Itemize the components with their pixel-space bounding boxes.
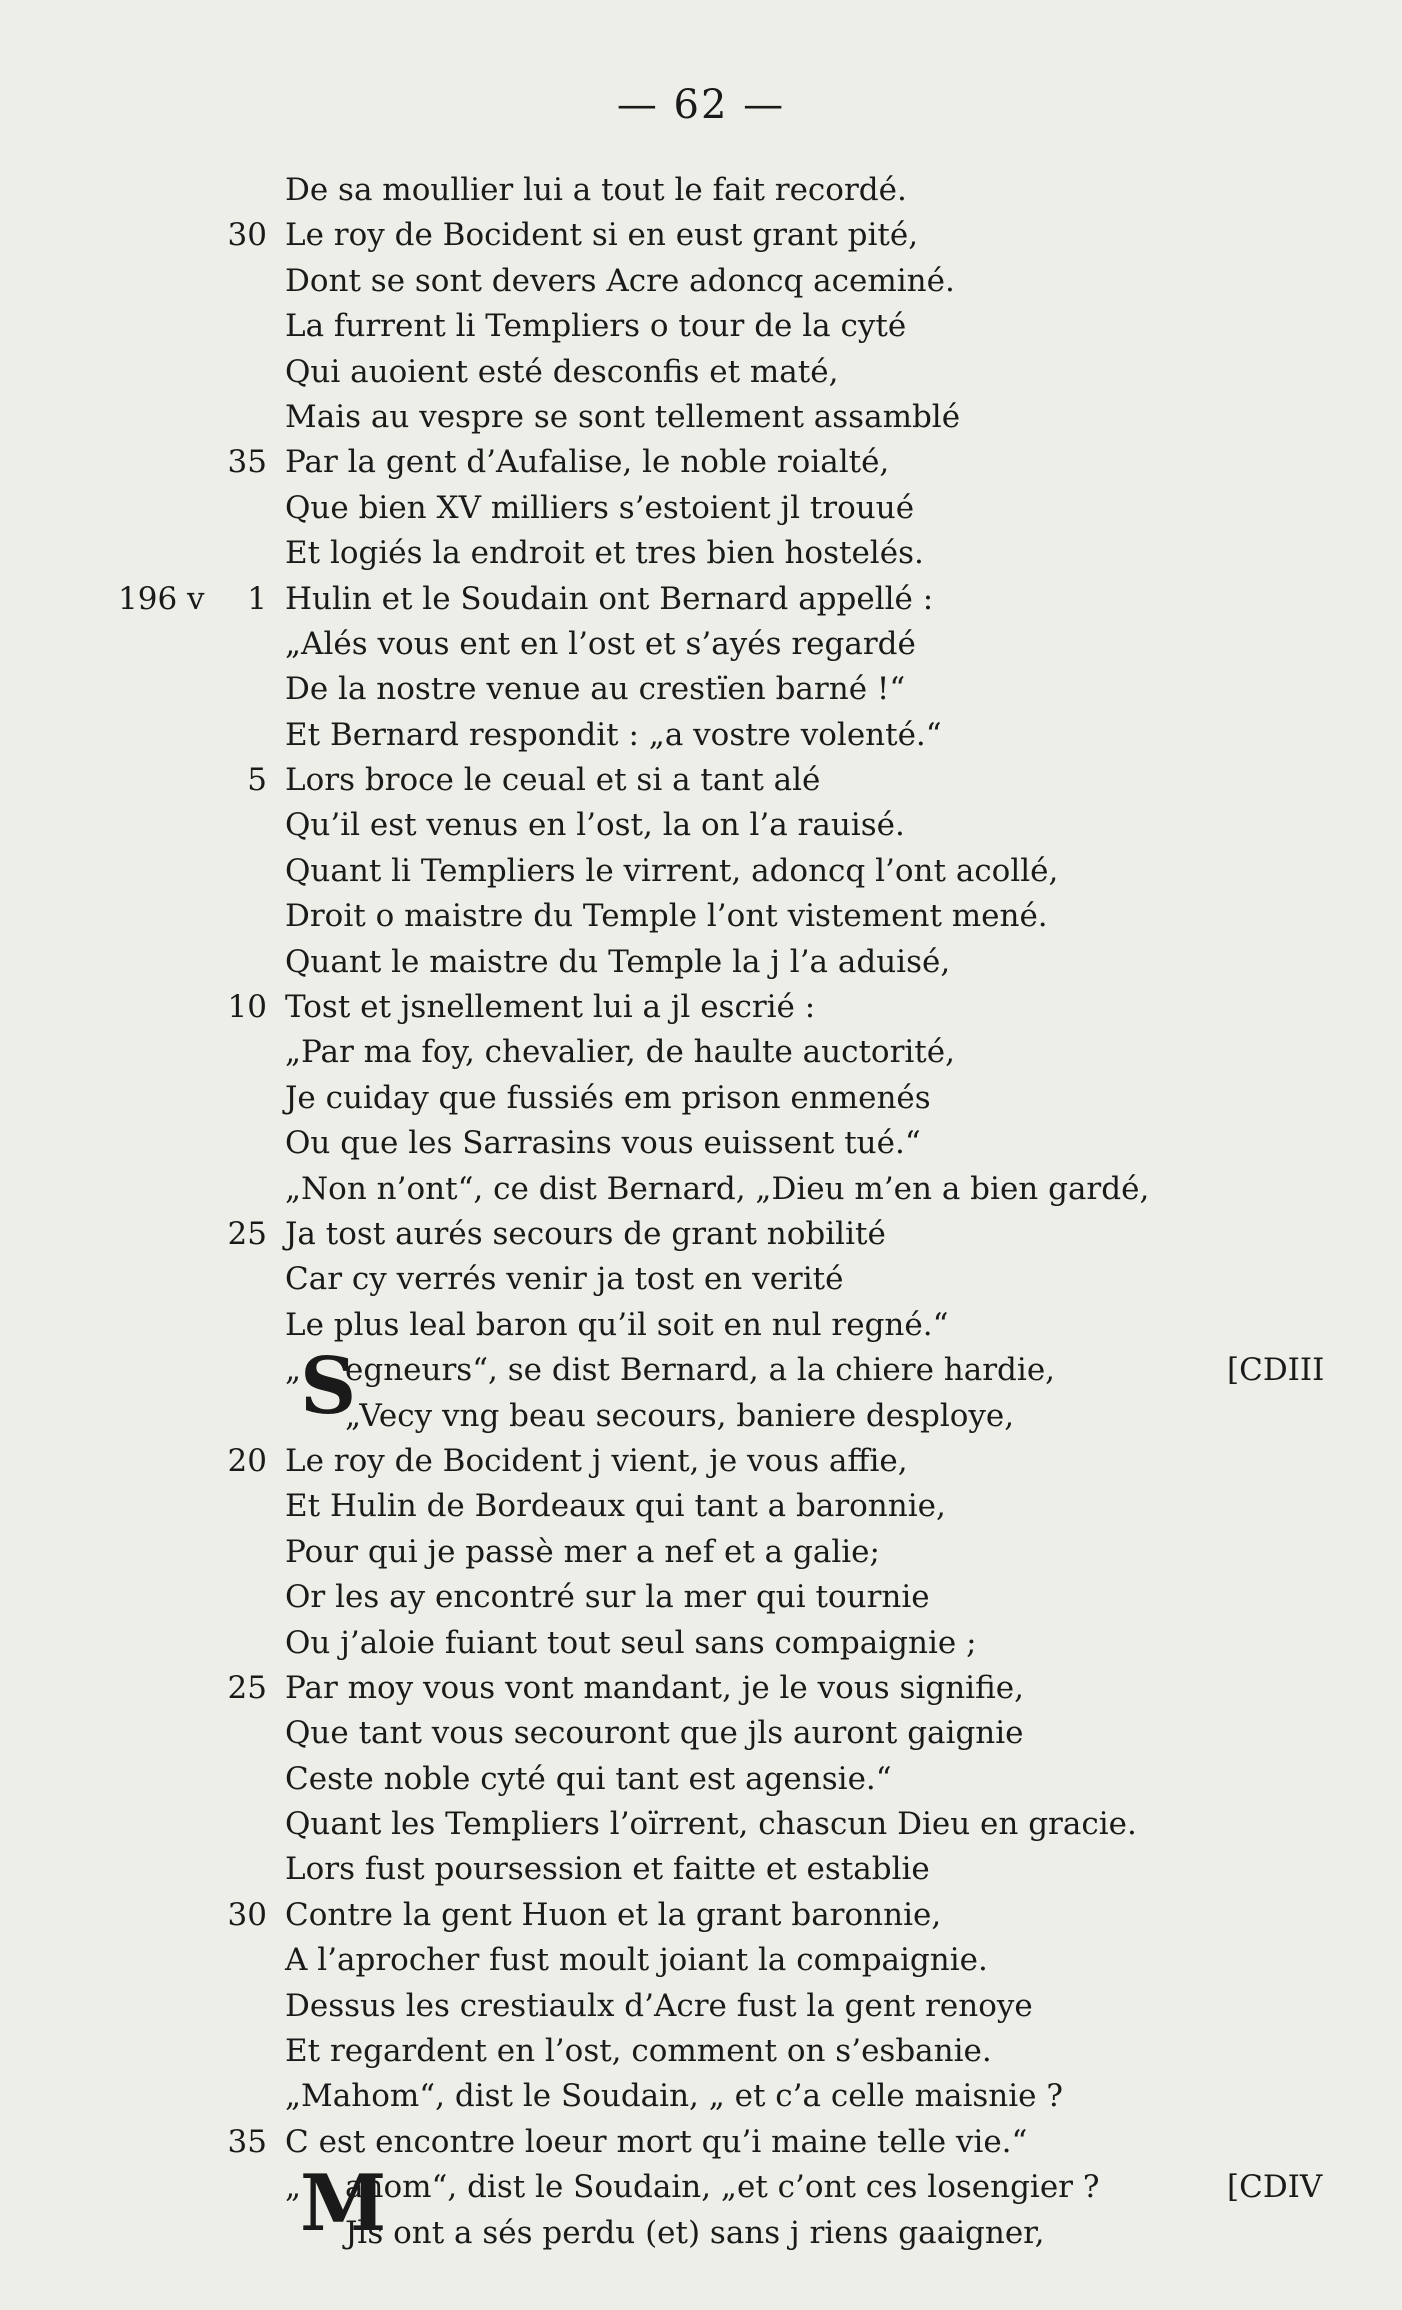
verse-line — [0, 1167, 1402, 1212]
verse-line — [0, 2211, 1402, 2256]
verse-line — [0, 440, 1402, 485]
verse-text: De la nostre venue au crestïen barné !“ — [285, 671, 906, 708]
page-number: — 62 — — [616, 82, 786, 128]
verse-line — [0, 1666, 1402, 1711]
verse-text: „Mahom“, dist le Soudain, „ et c’a celle maisnie ? — [285, 2078, 1063, 2115]
verse-line — [0, 213, 1402, 258]
verse-line — [0, 486, 1402, 531]
verse-text: Tost et jsnellement lui a jl escrié : — [285, 989, 816, 1026]
verse-text: Quant le maistre du Temple la j l’a aduisé, — [285, 943, 951, 980]
verse-line — [0, 803, 1402, 848]
line-number: 25 — [227, 1669, 267, 1706]
verse-text: „Par ma foy, chevalier, de haulte auctorité, — [285, 1034, 955, 1071]
verse-line — [0, 1076, 1402, 1121]
verse-line — [0, 350, 1402, 395]
verse-line — [0, 1212, 1402, 1257]
verse-line — [0, 395, 1402, 440]
verse-text: Par la gent d’Aufalise, le noble roialté, — [285, 444, 890, 481]
line-number: 1 — [247, 580, 267, 617]
verse-line — [0, 1893, 1402, 1938]
verse-line — [0, 531, 1402, 576]
verse-line — [0, 1575, 1402, 1620]
line-number: 25 — [227, 1215, 267, 1252]
verse-text: Et regardent en l’ost, comment on s’esbanie. — [285, 2033, 992, 2070]
verse-line — [0, 2029, 1402, 2074]
verse-text: Le plus leal baron qu’il soit en nul regné.“ — [285, 1306, 949, 1343]
verse-text: De sa moullier lui a tout le fait recordé. — [285, 172, 907, 208]
verse-line — [0, 713, 1402, 758]
verse-text: Et Bernard respondit : „a vostre volenté.“ — [285, 716, 942, 753]
verse-line — [0, 1439, 1402, 1484]
verse-text: „Non n’ont“, ce dist Bernard, „Dieu m’en a bien gardé, — [285, 1170, 1150, 1207]
verse-text: Le roy de Bocident si en eust grant pité, — [285, 217, 919, 254]
verse-line — [0, 1847, 1402, 1892]
verse-line — [0, 1394, 1402, 1439]
verse-line — [0, 2120, 1402, 2165]
line-number: 30 — [227, 1896, 267, 1933]
verse-text: Par moy vous vont mandant, je le vous signifie, — [285, 1669, 1024, 1706]
verse-line — [0, 1757, 1402, 1802]
verse-line — [0, 758, 1402, 803]
drop-capital: M — [300, 2158, 387, 2250]
verse-text: Ceste noble cyté qui tant est agensie.“ — [285, 1760, 892, 1797]
verse-text: ahom“, dist le Soudain, „et c’ont ces losengier ? — [345, 2169, 1100, 2206]
verse-line — [0, 1121, 1402, 1166]
line-number: 5 — [247, 762, 267, 799]
verse-line — [0, 667, 1402, 712]
verse-line — [0, 259, 1402, 304]
verse-line — [0, 168, 1402, 213]
verse-text: Jls ont a sés perdu (et) sans j riens gaaigner, — [345, 2214, 1045, 2251]
verse-line — [0, 1621, 1402, 1666]
verse-line — [0, 577, 1402, 622]
verse-text: Quant li Templiers le virrent, adoncq l’ont acollé, — [285, 852, 1059, 889]
verse-text: Pour qui je passè mer a nef et a galie; — [285, 1533, 880, 1570]
verse-line — [0, 1484, 1402, 1529]
verse-line — [0, 1530, 1402, 1575]
opening-quote: „ — [285, 1352, 302, 1389]
verse-text: Hulin et le Soudain ont Bernard appellé : — [285, 580, 934, 617]
verse-text: A l’aprocher fust moult joiant la compaignie. — [285, 1942, 988, 1979]
verse-line — [0, 849, 1402, 894]
line-number: 35 — [227, 444, 267, 481]
verse-text: Mais au vespre se sont tellement assamblé — [285, 398, 961, 435]
verse-line — [0, 304, 1402, 349]
verse-text: Qu’il est venus en l’ost, la on l’a rauisé. — [285, 807, 905, 844]
verse-line — [0, 1711, 1402, 1756]
verse-text: Et Hulin de Bordeaux qui tant a baronnie, — [285, 1488, 946, 1525]
verse-text: Dont se sont devers Acre adoncq aceminé. — [285, 262, 955, 299]
verse-line — [0, 940, 1402, 985]
verse-text: Ou que les Sarrasins vous euissent tué.“ — [285, 1125, 921, 1162]
verse-text: Que tant vous secouront que jls auront gaignie — [285, 1715, 1024, 1752]
laisse-number: [CDIV — [1227, 2169, 1323, 2206]
verse-text: Ja tost aurés secours de grant nobilité — [285, 1215, 886, 1252]
line-number: 20 — [227, 1442, 267, 1479]
verse-text: egneurs“, se dist Bernard, a la chiere hardie, — [345, 1352, 1056, 1389]
line-number: 30 — [227, 217, 267, 254]
verse-text: Droit o maistre du Temple l’ont vistement mené. — [285, 898, 1048, 935]
verse-text: Car cy verrés venir ja tost en verité — [285, 1261, 844, 1298]
verse-line — [0, 622, 1402, 667]
verse-block — [0, 168, 1402, 2256]
verse-text: Qui auoient esté desconfis et maté, — [285, 353, 839, 390]
verse-text: Je cuiday que fussiés em prison enmenés — [285, 1079, 931, 1116]
verse-line — [0, 1938, 1402, 1983]
verse-line — [0, 1984, 1402, 2029]
verse-text: Quant les Templiers l’oïrrent, chascun Dieu en gracie. — [285, 1806, 1137, 1843]
verse-text: C est encontre loeur mort qu’i maine telle vie.“ — [285, 2123, 1028, 2160]
line-number: 35 — [227, 2123, 267, 2160]
verse-text: Lors broce le ceual et si a tant alé — [285, 762, 821, 799]
verse-text: „Alés vous ent en l’ost et s’ayés regardé — [285, 625, 916, 662]
line-number: 10 — [227, 989, 267, 1026]
verse-line — [0, 985, 1402, 1030]
verse-text: Que bien XV milliers s’estoient jl trouué — [285, 489, 915, 526]
verse-line — [0, 1303, 1402, 1348]
verse-line — [0, 2074, 1402, 2119]
verse-text: Le roy de Bocident j vient, je vous affie, — [285, 1442, 908, 1479]
verse-text: Contre la gent Huon et la grant baronnie, — [285, 1896, 942, 1933]
verse-line — [0, 1802, 1402, 1847]
verse-text: Et logiés la endroit et tres bien hostelés. — [285, 535, 924, 572]
verse-line — [0, 1257, 1402, 1302]
folio-ref: 196 v — [118, 580, 205, 617]
verse-text: Or les ay encontré sur la mer qui tournie — [285, 1579, 930, 1616]
verse-text: Ou j’aloie fuiant tout seul sans compaignie ; — [285, 1624, 977, 1661]
verse-line — [0, 894, 1402, 939]
verse-line — [0, 1030, 1402, 1075]
verse-text: Dessus les crestiaulx d’Acre fust la gent renoye — [285, 1987, 1033, 2024]
laisse-number: [CDIII — [1227, 1352, 1325, 1389]
verse-text: „Vecy vng beau secours, baniere desploye, — [345, 1397, 1015, 1434]
verse-text: Lors fust poursession et faitte et establie — [285, 1851, 930, 1888]
verse-text: La furrent li Templiers o tour de la cyté — [285, 308, 907, 345]
opening-quote: „ — [285, 2169, 302, 2206]
drop-capital: S — [300, 1341, 357, 1433]
